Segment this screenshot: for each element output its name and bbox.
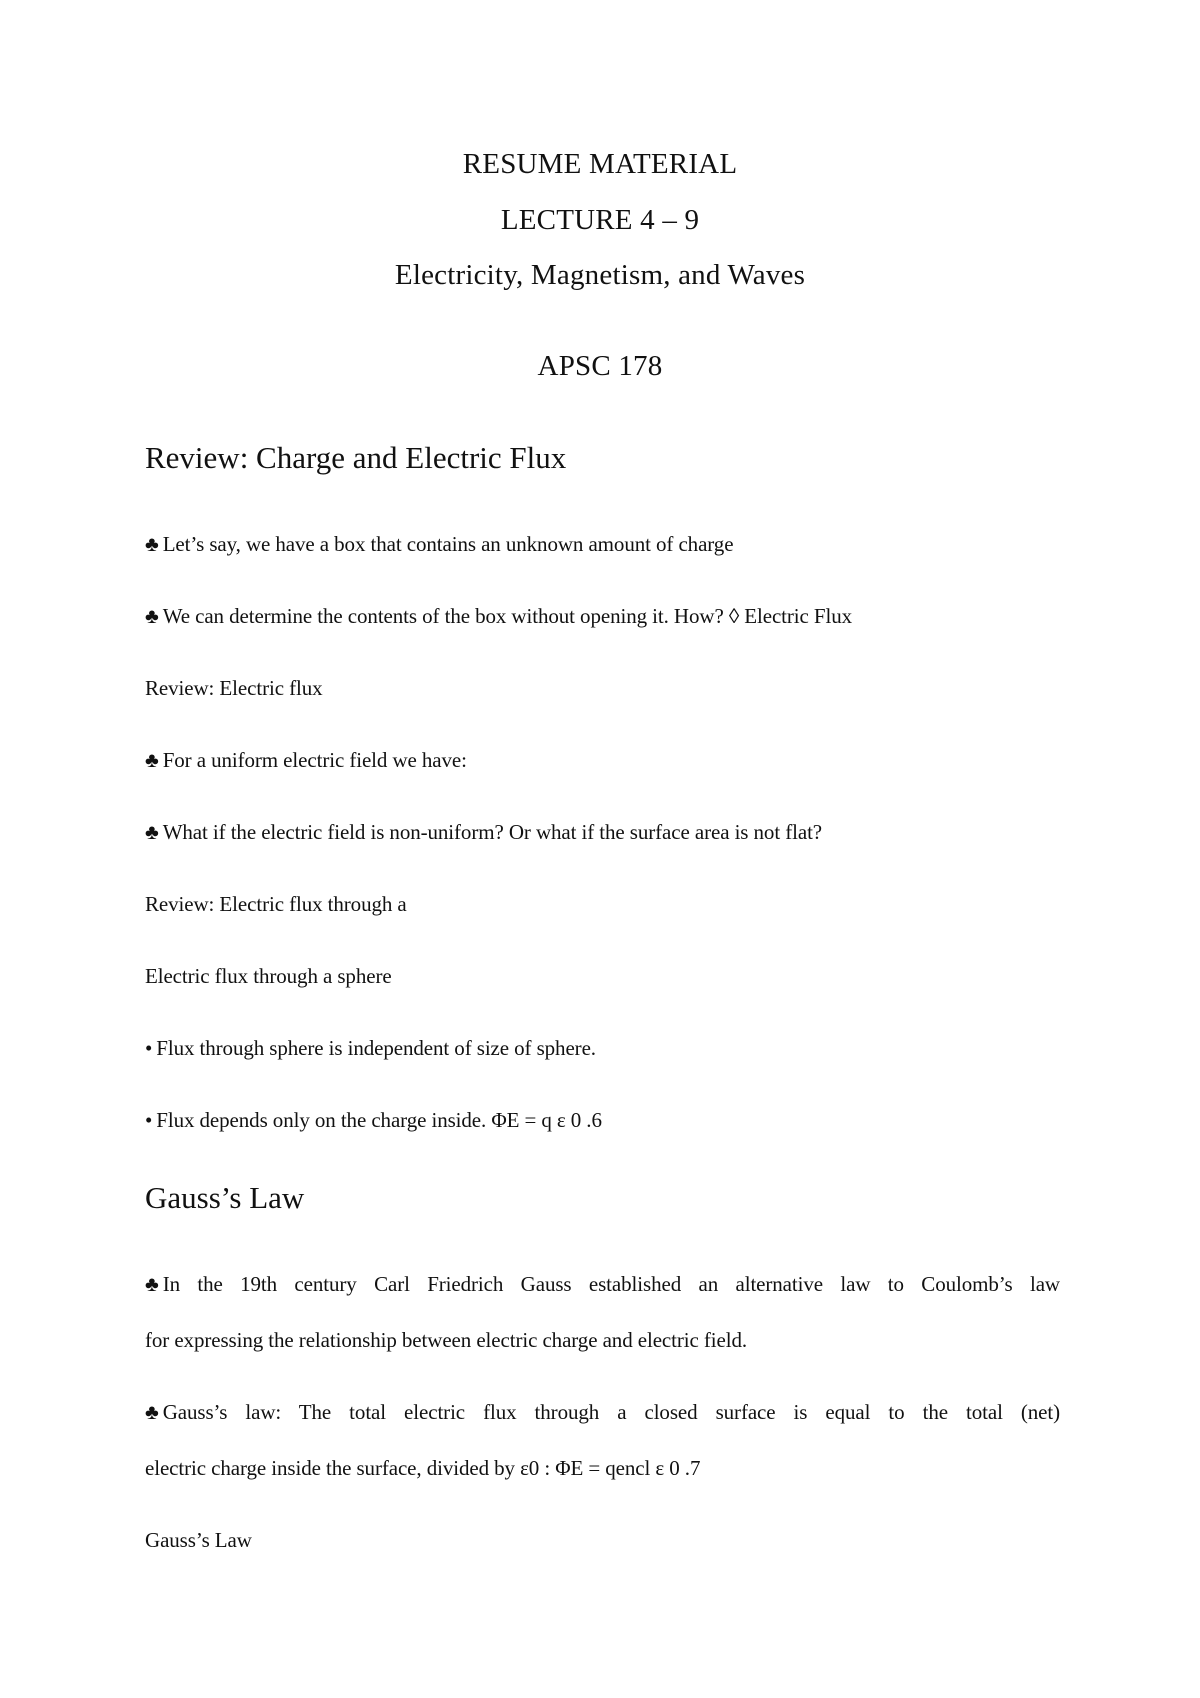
gauss-law-heading: Gauss’s Law xyxy=(145,1180,305,1215)
club-bullet-icon: ♣ xyxy=(145,748,159,772)
paragraph-gauss-law-label: Gauss’s Law xyxy=(145,1528,252,1552)
paragraph-gauss-law-line2: electric charge inside the surface, divided by ε0 : ΦE = qencl ε 0 .7 xyxy=(145,1456,701,1480)
paragraph-flux-through-sphere: Electric flux through a sphere xyxy=(145,964,392,988)
paragraph-review-electric-flux: Review: Electric flux xyxy=(145,676,323,700)
paragraph-flux-through-a: Review: Electric flux through a xyxy=(145,892,407,916)
paragraph-uniform-field xyxy=(145,748,1060,773)
document-title: RESUME MATERIAL xyxy=(462,148,738,180)
review-charge-flux-heading: Review: Charge and Electric Flux xyxy=(145,440,567,475)
paragraph-non-uniform-field xyxy=(145,820,1060,845)
course-code: APSC 178 xyxy=(537,350,663,382)
paragraph-gauss-law-line1 xyxy=(145,1400,1060,1425)
club-bullet-icon: ♣ xyxy=(145,1272,159,1296)
paragraph-text: For a uniform electric field we have: xyxy=(162,748,467,772)
club-bullet-icon: ♣ xyxy=(145,820,159,844)
paragraph-charge-inside xyxy=(145,1108,1060,1133)
club-bullet-icon: ♣ xyxy=(145,532,159,556)
club-bullet-icon: ♣ xyxy=(145,604,159,628)
paragraph-text: Flux depends only on the charge inside. ΦE = q ε 0 .6 xyxy=(156,1108,602,1132)
paragraph-text: What if the electric field is non-uniform? Or what if the surface area is not flat? xyxy=(162,820,823,844)
dot-bullet-icon: • xyxy=(145,1036,153,1060)
paragraph-gauss-history-line1 xyxy=(145,1272,1060,1297)
paragraph-text: Gauss’s law: The total electric flux through a closed surface is equal to the total (net) xyxy=(162,1400,1060,1424)
subject-title: Electricity, Magnetism, and Waves xyxy=(394,259,806,291)
paragraph-independent-of-size xyxy=(145,1036,1060,1061)
club-bullet-icon: ♣ xyxy=(145,1400,159,1424)
paragraph-text: Let’s say, we have a box that contains an unknown amount of charge xyxy=(162,532,734,556)
paragraph-text: In the 19th century Carl Friedrich Gauss established an alternative law to Coulomb’s law xyxy=(162,1272,1060,1296)
lecture-range: LECTURE 4 – 9 xyxy=(500,204,700,236)
paragraph-unknown-charge xyxy=(145,532,1060,557)
paragraph-determine-contents xyxy=(145,604,1060,629)
paragraph-text: We can determine the contents of the box without opening it. How? ◊ Electric Flux xyxy=(162,604,853,628)
paragraph-gauss-history-line2: for expressing the relationship between electric charge and electric field. xyxy=(145,1328,748,1352)
paragraph-text: Flux through sphere is independent of size of sphere. xyxy=(156,1036,596,1060)
dot-bullet-icon: • xyxy=(145,1108,153,1132)
